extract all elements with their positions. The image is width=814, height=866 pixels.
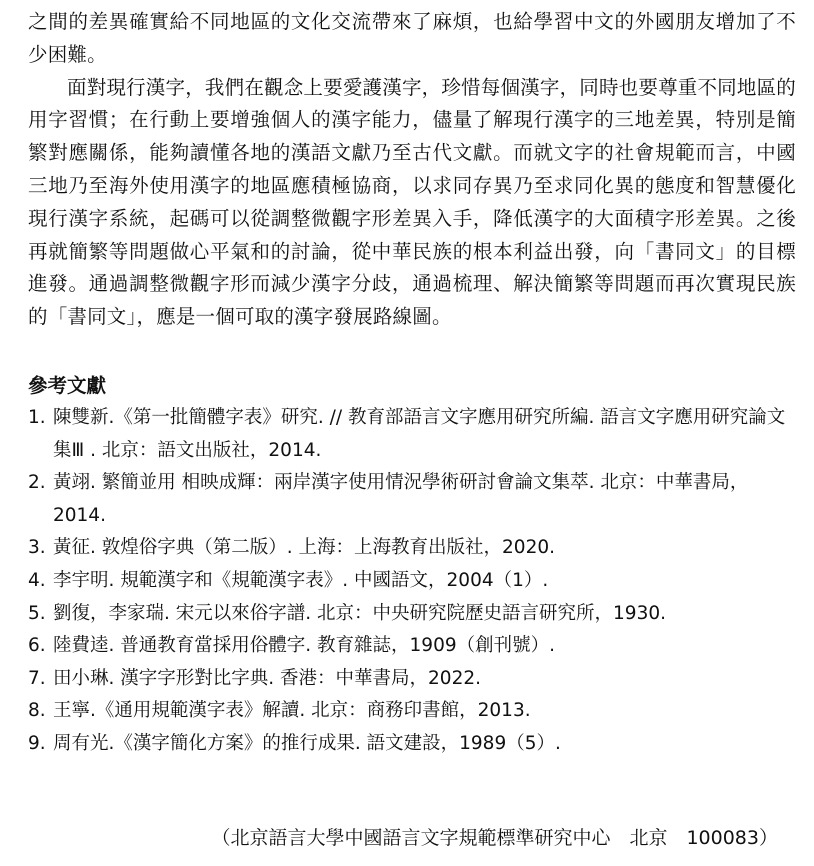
reference-number: 5. — [28, 602, 46, 624]
body-paragraph-2: 面對現行漢字，我們在觀念上要愛護漢字，珍惜每個漢字，同時也要尊重不同地區的用字習慣；在行動上要增強個人的漢字能力，儘量了解現行漢字的三地差異，特別是簡繁對應關係，能夠讀懂各地的漢語文獻乃至古代文獻。而就文字的社會規範而言，中國三地乃至海外使用漢字的地區應積極協商，以求同存異乃至求同化異的態度和智慧優化現行漢字系統，起碼可以從調整微觀字形差異入手，降低漢字的大面積字形差異。之後再就簡繁等問題做心平氣和的討論，從中華民族的根本利益出發，向「書同文」的目標進發。通過調整微觀字形而減少漢字分歧，通過梳理、解決簡繁等問題而再次實現民族的「書同文」，應是一個可取的漢字發展路線圖。 — [28, 75, 796, 329]
reference-text: 黃翊. 繁簡並用 相映成輝：兩岸漢字使用情況學術研討會論文集萃. 北京：中華書局，2014. — [53, 472, 749, 526]
reference-text: 周有光.《漢字簡化方案》的推行成果. 語文建設，1989（5）. — [53, 732, 561, 754]
body-paragraph-1: 之間的差異確實給不同地區的文化交流帶來了麻煩，也給學習中文的外國朋友增加了不少困難。 — [28, 10, 796, 66]
reference-number: 8. — [28, 700, 46, 722]
reference-text: 李宇明. 規範漢字和《規範漢字表》. 中國語文，2004（1）. — [53, 569, 549, 591]
reference-text: 田小琳. 漢字字形對比字典. 香港：中華書局，2022. — [53, 667, 481, 689]
reference-number: 3. — [28, 537, 46, 559]
reference-number: 4. — [28, 569, 46, 591]
reference-item — [28, 402, 796, 467]
reference-item — [28, 663, 796, 696]
author-affiliation: （北京語言大學中國語言文字規範標準研究中心 北京 100083） — [211, 827, 778, 849]
reference-text: 陸費逵. 普通教育當採用俗體字. 教育雜誌，1909（創刊號）. — [53, 635, 555, 657]
reference-text: 王寧.《通用規範漢字表》解讀. 北京：商務印書館，2013. — [53, 700, 531, 722]
reference-item — [28, 630, 796, 663]
reference-number: 2. — [28, 472, 46, 494]
reference-item — [28, 565, 796, 598]
reference-number: 6. — [28, 635, 46, 657]
reference-number: 7. — [28, 667, 46, 689]
reference-item — [28, 695, 796, 728]
reference-text: 黃征. 敦煌俗字典（第二版）. 上海：上海教育出版社，2020. — [53, 537, 555, 559]
reference-text: 劉復，李家瑞. 宋元以來俗字譜. 北京：中央研究院歷史語言研究所，1930. — [53, 602, 666, 624]
reference-item — [28, 728, 796, 761]
reference-item — [28, 467, 796, 532]
reference-number: 1. — [28, 406, 46, 428]
reference-text: 陳雙新.《第一批簡體字表》研究. // 教育部語言文字應用研究所編. 語言文字應用研究論文集Ⅲ . 北京：語文出版社，2014. — [53, 406, 786, 461]
references-list — [28, 402, 796, 761]
reference-number: 9. — [28, 732, 46, 754]
reference-item — [28, 532, 796, 565]
document-page — [28, 6, 796, 761]
reference-item — [28, 598, 796, 631]
references-heading: 參考文獻 — [28, 373, 107, 397]
